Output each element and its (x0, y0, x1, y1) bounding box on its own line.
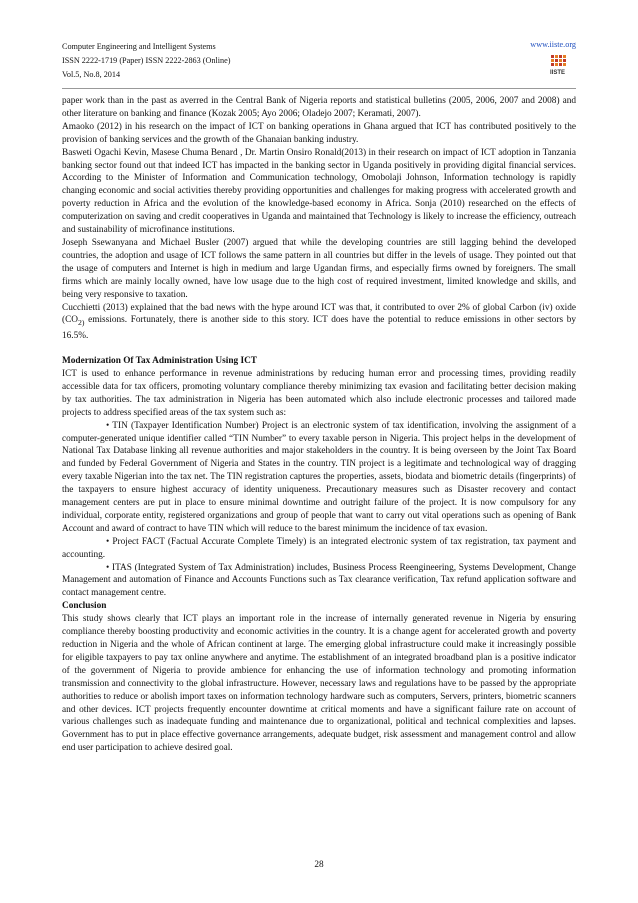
section-spacer (62, 343, 576, 355)
body-paragraph-cucchietti (62, 302, 576, 344)
journal-website-link[interactable]: www.iiste.org (530, 40, 576, 49)
conclusion-paragraph: This study shows clearly that ICT plays an important role in the increase of internally generated revenue in Nigeria by ensuring compliance thereby boosting productivity and economic activities in the country. It is a change agent for accelerated growth and poverty reduction in Nigeria and the whole of African continent at large. The emerging global infrastructure could make it increasingly possible for eligible taxpayers to pay tax online anywhere and anytime. The establishment of an integrated broadband plan is a positive indicator of the government of Nigeria to provide ambience for enhancing the use of information technology and promoting information transmission and connectivity to the global infrastructure. However, necessary laws and regulations have to be passed by the appropriate authorities to reduce or abolish import taxes on information technology hardware such as computers, Servers, printers, biometric scanners and other devices. ICT projects frequently encounter downtime at critical moments and have a significant failure rate on account of various challenges such as inadequate funding and maintenance due to organizational, political and technical complexities and lapses. Government has to put in place effective governance arrangements, adequate budget, risk assessment and management control and allow end user participation to achieve desired goal. (62, 614, 576, 754)
section-intro: ICT is used to enhance performance in revenue administrations by reducing human error and processing times, providing readily accessible data for tax officers, promoting voluntary compliance thereby minimizing tax evasion and facilitating better decision making by tax authorities. The tax administration in Nigeria has been automated which also include electronic processes and tailored made projects to address specified areas of the tax system such as: (62, 368, 576, 418)
conclusion-heading: Conclusion (62, 601, 107, 612)
logo-text: IISTE (550, 70, 566, 76)
iiste-logo (550, 54, 570, 76)
header-divider (62, 88, 576, 89)
journal-volume: Vol.5, No.8, 2014 (62, 70, 121, 79)
co2-subscript: 2) (78, 318, 85, 328)
journal-issn: ISSN 2222-1719 (Paper) ISSN 2222-2863 (Online) (62, 56, 231, 65)
journal-title: Computer Engineering and Intelligent Systems (62, 42, 216, 51)
cucchietti-text-start: Cucchietti (2013) explained that the bad news with the hype around ICT was that, it contributed to over 2% of global Carbon (iv) oxide (CO (62, 302, 576, 326)
article-body (62, 95, 576, 755)
bullet-itas: • ITAS (Integrated System of Tax Administration) includes, Business Process Reengineering, Systems Development, Change Management and automation of Finance and Accounts Functions such as Tax clearance verification, Tax refund application software and contact management centre. (62, 562, 576, 599)
body-paragraph: Joseph Ssewanyana and Michael Busler (2007) argued that while the developing countries are still lagging behind the developed countries, the adoption and usage of ICT follows the same pattern in all countries but differ in the levels of usage. They pointed out that the usage of computers and Internet is high in medium and large Ugandan firms, and especially firms owned by foreigners. The small firms which are mainly locally owned, have low usage due to the high cost of required investment, limited knowledge and skills, and being very responsive to taxation. (62, 237, 576, 300)
body-paragraph: paper work than in the past as averred in the Central Bank of Nigeria reports and statistical bulletins (2005, 2006, 2007 and 2008) and other literature on banking and finance (Kozak 2005; Ayo 2006; Oladejo 2007; Keramati, 2007). (62, 96, 576, 119)
cucchietti-text-end: emissions. Fortunately, there is another side to this story. ICT does have the potential to reduce emissions in other sectors by 16.5%. (62, 315, 576, 342)
section-heading: Modernization Of Tax Administration Using ICT (62, 356, 258, 367)
page-header (62, 40, 576, 86)
bullet-tin: • TIN (Taxpayer Identification Number) Project is an electronic system of tax identification, involving the assignment of a computer-generated unique identifier called “TIN Number” to every taxable person in Nigeria. This project helps in the development of National Tax Database linking all revenue authorities and major stakeholders in the country. It is being overseen by the Joint Tax Board and funded by Federal Government of Nigeria and States in the country. TIN project is a legitimate and technological way of dragging every taxable Nigerian into the tax net. The TIN registration captures the properties, assets, biodata and biometric details (fingerprints) of the taxpayers to ensure highest accuracy of identity uniqueness. Precautionary measures such as Disaster recovery and contact management centers are put in place to ensure minimal downtime and outright failure of the project. It is now compulsory for any individual, corporate entity, registered organizations and group of people that want to carry out vital operations such as opening of Bank Account and award of contract to have TIN which will reduce to the barest minimum the incidence of tax evasion. (62, 420, 576, 534)
bullet-fact: • Project FACT (Factual Accurate Complete Timely) is an integrated electronic system of tax registration, tax payment and accounting. (62, 536, 576, 560)
body-paragraph: Amaoko (2012) in his research on the impact of ICT on banking operations in Ghana argued that ICT has contributed positively to the provision of banking services and the growth of the Ghanaian banking industry. (62, 121, 576, 145)
page-number: 28 (314, 860, 324, 870)
body-paragraph: Basweti Ogachi Kevin, Masese Chuma Benard , Dr. Martin Onsiro Ronald(2013) in their research on impact of ICT adoption in Tanzania banking sector found out that indeed ICT has impacted in the banking sector in Uganda positively in providing digital financial services. According to the Minister of Information and Communication technology, Omobolaji Johnson, Information technology is rapidly changing economic and social activities thereby providing opportunities and challenges for making progress with accelerated growth and poverty reduction in Africa and the evolution of the knowledge-based economy in Africa. Sonja (2010) researched on the effects of computerization on saving and credit cooperatives in Uganda and maintained that Technology is likely to increase the efficiency, outreach and sustainability of microfinance institutions. (62, 147, 576, 236)
